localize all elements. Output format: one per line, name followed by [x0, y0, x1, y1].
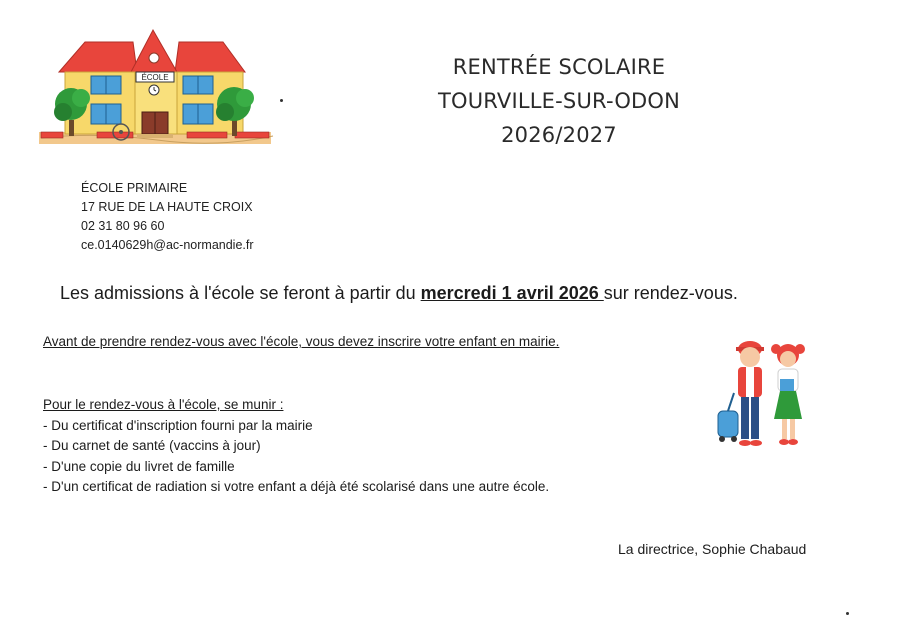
paper-speck: [280, 99, 283, 102]
registration-notice: Avant de prendre rendez-vous avec l'école, vous devez inscrire votre enfant en mairie.: [43, 334, 560, 349]
school-building-icon: [37, 28, 277, 161]
admission-text-after: sur rendez-vous.: [603, 283, 738, 303]
page-title: [400, 50, 718, 152]
checklist-item: - D'un certificat de radiation si votre enfant a déjà été scolarisé dans une autre école.: [43, 479, 550, 494]
school-phone: 02 31 80 96 60: [81, 219, 165, 233]
director-signature: La directrice, Sophie Chabaud: [618, 541, 807, 557]
appointment-checklist: [43, 395, 549, 498]
admission-text-before: Les admissions à l'école se feront à partir du: [60, 283, 421, 303]
school-sign-text: ÉCOLE: [141, 73, 169, 82]
school-address-block: [81, 179, 254, 255]
children-with-backpacks-icon: [712, 335, 812, 462]
school-email: ce.0140629h@ac-normandie.fr: [81, 238, 254, 252]
title-line-2: TOURVILLE-SUR-ODON: [437, 89, 681, 113]
checklist-item: - Du carnet de santé (vaccins à jour): [43, 438, 261, 453]
checklist-item: - Du certificat d'inscription fourni par la mairie: [43, 417, 313, 433]
paper-speck: [846, 612, 849, 615]
checklist-item: - D'une copie du livret de famille: [43, 458, 235, 474]
checklist-heading: Pour le rendez-vous à l'école, se munir :: [43, 397, 284, 412]
admission-announcement: [60, 281, 840, 305]
school-name: ÉCOLE PRIMAIRE: [81, 181, 188, 195]
admission-date: mercredi 1 avril 2026: [420, 283, 604, 303]
school-street: 17 RUE DE LA HAUTE CROIX: [81, 200, 253, 214]
title-line-1: RENTRÉE SCOLAIRE: [452, 55, 666, 79]
title-line-3: 2026/2027: [501, 123, 617, 147]
